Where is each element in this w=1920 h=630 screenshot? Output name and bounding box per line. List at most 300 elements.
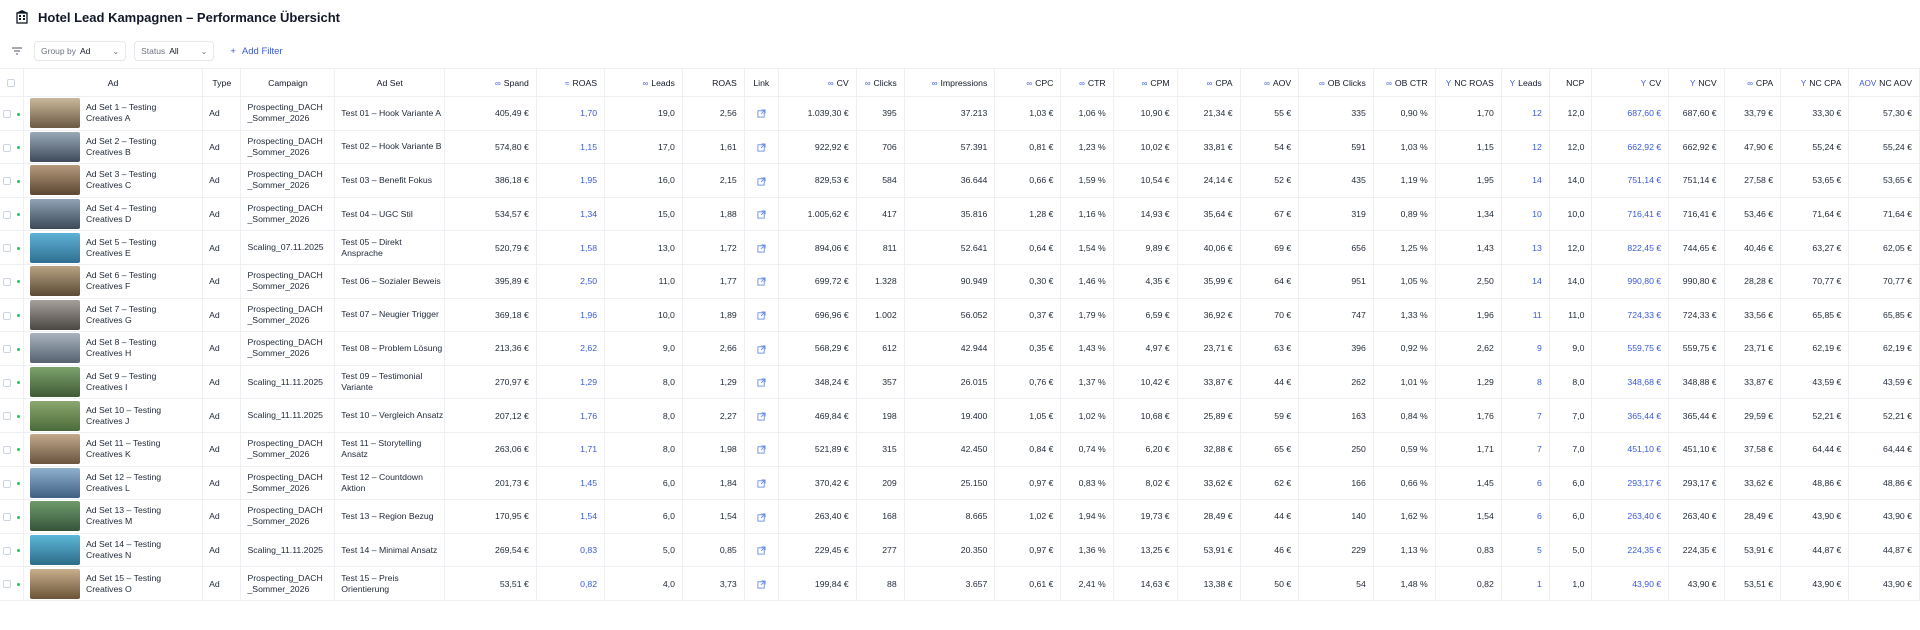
roas-cell[interactable]: 2,50	[536, 264, 604, 298]
external-link-icon[interactable]	[757, 378, 766, 387]
roas-cell[interactable]: 1,34	[536, 197, 604, 231]
external-link-icon[interactable]	[757, 513, 766, 522]
campaign-cell: Prospecting_DACH _Sommer_2026	[241, 130, 335, 164]
link-cell[interactable]	[744, 130, 778, 164]
ad-cell[interactable]	[23, 130, 202, 164]
row-select-cell[interactable]	[0, 500, 23, 534]
nc-leads-cell[interactable]: 5	[1501, 533, 1549, 567]
roas-cell[interactable]: 0,82	[536, 567, 604, 601]
spend-cell: 574,80 €	[445, 130, 537, 164]
table-row[interactable]	[0, 365, 1920, 399]
row-checkbox[interactable]	[3, 480, 11, 488]
table-row[interactable]	[0, 432, 1920, 466]
external-link-icon[interactable]	[757, 479, 766, 488]
ad-cell[interactable]	[23, 399, 202, 433]
external-link-icon[interactable]	[757, 210, 766, 219]
ob-ctr-cell: 0,84 %	[1373, 399, 1435, 433]
row-checkbox[interactable]	[3, 278, 11, 286]
ctr-cell: 1,23 %	[1061, 130, 1113, 164]
column-header-label: NC CPA	[1809, 77, 1842, 88]
cpc-cell: 0,66 €	[995, 164, 1061, 198]
link-cell[interactable]	[744, 533, 778, 567]
leads-cell: 9,0	[605, 332, 683, 366]
row-checkbox[interactable]	[3, 177, 11, 185]
row-checkbox[interactable]	[3, 379, 11, 387]
link-cell[interactable]	[744, 164, 778, 198]
row-checkbox[interactable]	[3, 211, 11, 219]
app-header	[0, 0, 1920, 34]
row-checkbox[interactable]	[3, 144, 11, 152]
row-checkbox[interactable]	[3, 244, 11, 252]
add-filter-button[interactable]	[230, 46, 282, 57]
nc-cpa-cell: 62,19 €	[1781, 332, 1849, 366]
type-cell: Ad	[203, 164, 241, 198]
row-select-cell[interactable]	[0, 533, 23, 567]
row-checkbox[interactable]	[3, 446, 11, 454]
cv2-cell[interactable]: 348,68 €	[1592, 365, 1669, 399]
hotel-photo-thumbnail	[30, 98, 80, 128]
column-header[interactable]	[1592, 69, 1669, 97]
nc-leads-cell[interactable]: 6	[1501, 500, 1549, 534]
ob-clicks-cell: 54	[1299, 567, 1374, 601]
ncv-cell: 365,44 €	[1669, 399, 1724, 433]
clicks-cell: 612	[856, 332, 904, 366]
ncp-cell: 9,0	[1549, 332, 1592, 366]
hotel-photo-thumbnail	[30, 468, 80, 498]
ncp-cell: 12,0	[1549, 231, 1592, 265]
column-header[interactable]	[1177, 69, 1240, 97]
ctr-cell: 1,46 %	[1061, 264, 1113, 298]
external-link-icon[interactable]	[757, 546, 766, 555]
ob-clicks-cell: 435	[1299, 164, 1374, 198]
nc-leads-cell[interactable]: 13	[1501, 231, 1549, 265]
ad-name: Ad Set 12 – Testing Creatives L	[85, 471, 162, 493]
ad-cell[interactable]	[23, 567, 202, 601]
campaign-cell: Prospecting_DACH _Sommer_2026	[241, 567, 335, 601]
roas-cell[interactable]: 2,62	[536, 332, 604, 366]
row-select-cell[interactable]	[0, 264, 23, 298]
cv-cell: 1.039,30 €	[778, 97, 856, 131]
link-cell[interactable]	[744, 298, 778, 332]
external-link-icon[interactable]	[757, 445, 766, 454]
nc-aov-cell: 71,64 €	[1849, 197, 1920, 231]
ob-ctr-cell: 1,62 %	[1373, 500, 1435, 534]
row-select-cell[interactable]	[0, 298, 23, 332]
table-row[interactable]	[0, 567, 1920, 601]
row-checkbox[interactable]	[3, 110, 11, 118]
clicks-cell: 357	[856, 365, 904, 399]
ob-clicks-cell: 591	[1299, 130, 1374, 164]
metric-source-icon: ∞	[1264, 78, 1270, 88]
clicks-cell: 584	[856, 164, 904, 198]
metric-source-icon: ∞	[931, 78, 938, 88]
external-link-icon[interactable]	[757, 345, 766, 354]
column-header[interactable]	[203, 69, 241, 97]
cpc-cell: 0,84 €	[995, 432, 1061, 466]
impressions-cell: 3.657	[904, 567, 995, 601]
metric-source-icon: Y	[1640, 78, 1647, 88]
leads-cell: 15,0	[605, 197, 683, 231]
ob-ctr-cell: 1,48 %	[1373, 567, 1435, 601]
link-cell[interactable]	[744, 365, 778, 399]
roas-cell[interactable]: 0,83	[536, 533, 604, 567]
ncp-cell: 7,0	[1549, 432, 1592, 466]
adset-cell: Test 10 – Vergleich Ansatz	[335, 399, 445, 433]
metric-source-icon: ∞	[1026, 78, 1033, 88]
ob-clicks-cell: 951	[1299, 264, 1374, 298]
table-row[interactable]	[0, 533, 1920, 567]
ad-cell[interactable]	[23, 197, 202, 231]
link-cell[interactable]	[744, 197, 778, 231]
nc-leads-cell[interactable]: 12	[1501, 130, 1549, 164]
nc-roas-cell: 0,83	[1435, 533, 1501, 567]
campaign-cell: Prospecting_DACH _Sommer_2026	[241, 164, 335, 198]
nc-leads-cell[interactable]: 9	[1501, 332, 1549, 366]
nc-leads-cell[interactable]: 12	[1501, 97, 1549, 131]
column-header[interactable]	[1549, 69, 1592, 97]
aov-cell: 64 €	[1240, 264, 1299, 298]
table-row[interactable]	[0, 164, 1920, 198]
nc-leads-cell[interactable]: 1	[1501, 567, 1549, 601]
spend-cell: 207,12 €	[445, 399, 537, 433]
cpm-cell: 10,02 €	[1113, 130, 1177, 164]
cpa2-cell: 33,56 €	[1724, 298, 1781, 332]
ncv-cell: 451,10 €	[1669, 432, 1724, 466]
ncv-cell: 559,75 €	[1669, 332, 1724, 366]
ad-cell[interactable]	[23, 332, 202, 366]
column-header[interactable]	[995, 69, 1061, 97]
roas-cell[interactable]: 1,70	[536, 97, 604, 131]
table-row[interactable]	[0, 399, 1920, 433]
leads-cell: 8,0	[605, 432, 683, 466]
external-link-icon[interactable]	[757, 277, 766, 286]
link-cell[interactable]	[744, 231, 778, 265]
clicks-cell: 198	[856, 399, 904, 433]
external-link-icon[interactable]	[757, 143, 766, 152]
column-header[interactable]	[1435, 69, 1501, 97]
cv2-cell[interactable]: 43,90 €	[1592, 567, 1669, 601]
table-header-row	[0, 69, 1920, 97]
cv2-cell[interactable]: 224,35 €	[1592, 533, 1669, 567]
impressions-cell: 57.391	[904, 130, 995, 164]
metric-source-icon: ∞	[1386, 78, 1392, 88]
adset-cell: Test 15 – Preis Orientierung	[335, 567, 445, 601]
aov-cell: 46 €	[1240, 533, 1299, 567]
impressions-cell: 42.944	[904, 332, 995, 366]
type-cell: Ad	[203, 399, 241, 433]
aov-cell: 55 €	[1240, 97, 1299, 131]
row-checkbox[interactable]	[3, 412, 11, 420]
roas-cell[interactable]: 1,96	[536, 298, 604, 332]
ad-cell[interactable]	[23, 97, 202, 131]
cv2-cell[interactable]: 263,40 €	[1592, 500, 1669, 534]
column-header[interactable]	[445, 69, 537, 97]
link-cell[interactable]	[744, 466, 778, 500]
column-header[interactable]	[1240, 69, 1299, 97]
row-select-cell[interactable]	[0, 567, 23, 601]
roas2-cell: 1,98	[682, 432, 744, 466]
link-cell[interactable]	[744, 567, 778, 601]
roas-cell[interactable]: 1,71	[536, 432, 604, 466]
clicks-cell: 209	[856, 466, 904, 500]
ad-cell[interactable]	[23, 500, 202, 534]
ad-name: Ad Set 1 – Testing Creatives A	[85, 102, 157, 124]
link-cell[interactable]	[744, 332, 778, 366]
link-cell[interactable]	[744, 500, 778, 534]
filter-lines-icon[interactable]	[8, 42, 26, 60]
column-header[interactable]	[1781, 69, 1849, 97]
ad-cell[interactable]	[23, 466, 202, 500]
metric-source-icon: ∞	[1319, 78, 1325, 88]
column-header[interactable]	[682, 69, 744, 97]
table-row[interactable]	[0, 197, 1920, 231]
cv2-cell[interactable]: 559,75 €	[1592, 332, 1669, 366]
table-row[interactable]	[0, 332, 1920, 366]
type-cell: Ad	[203, 332, 241, 366]
row-select-cell[interactable]	[0, 164, 23, 198]
leads-cell: 13,0	[605, 231, 683, 265]
cv-cell: 1.005,62 €	[778, 197, 856, 231]
metric-source-icon: ∞	[642, 78, 649, 88]
cpm-cell: 10,54 €	[1113, 164, 1177, 198]
ncv-cell: 990,80 €	[1669, 264, 1724, 298]
campaign-cell: Prospecting_DACH _Sommer_2026	[241, 432, 335, 466]
link-cell[interactable]	[744, 97, 778, 131]
nc-leads-cell[interactable]: 7	[1501, 399, 1549, 433]
cpm-cell: 8,02 €	[1113, 466, 1177, 500]
hotel-photo-thumbnail	[30, 132, 80, 162]
cv-cell: 699,72 €	[778, 264, 856, 298]
column-header-label: NC ROAS	[1454, 77, 1494, 88]
nc-leads-cell[interactable]: 11	[1501, 298, 1549, 332]
type-cell: Ad	[203, 298, 241, 332]
nc-roas-cell: 1,76	[1435, 399, 1501, 433]
cpa-cell: 32,88 €	[1177, 432, 1240, 466]
nc-leads-cell[interactable]: 14	[1501, 264, 1549, 298]
cpa-cell: 33,81 €	[1177, 130, 1240, 164]
type-cell: Ad	[203, 567, 241, 601]
ncp-cell: 11,0	[1549, 298, 1592, 332]
nc-aov-cell: 52,21 €	[1849, 399, 1920, 433]
cpa2-cell: 28,49 €	[1724, 500, 1781, 534]
column-header[interactable]	[1501, 69, 1549, 97]
ad-cell[interactable]	[23, 298, 202, 332]
group-by-select[interactable]	[34, 41, 126, 61]
cpm-cell: 14,63 €	[1113, 567, 1177, 601]
table-row[interactable]	[0, 264, 1920, 298]
cv2-cell[interactable]: 724,33 €	[1592, 298, 1669, 332]
link-cell[interactable]	[744, 399, 778, 433]
ad-cell[interactable]	[23, 432, 202, 466]
cpa2-cell: 37,58 €	[1724, 432, 1781, 466]
nc-leads-cell[interactable]: 7	[1501, 432, 1549, 466]
row-checkbox[interactable]	[3, 345, 11, 353]
roas-cell[interactable]: 1,95	[536, 164, 604, 198]
external-link-icon[interactable]	[757, 244, 766, 253]
table-row[interactable]	[0, 97, 1920, 131]
cv2-cell[interactable]: 716,41 €	[1592, 197, 1669, 231]
column-header[interactable]	[1849, 69, 1920, 97]
ncv-cell: 724,33 €	[1669, 298, 1724, 332]
row-select-cell[interactable]	[0, 97, 23, 131]
status-select[interactable]	[134, 41, 214, 61]
select-all-checkbox[interactable]	[7, 79, 15, 87]
roas-cell[interactable]: 1,76	[536, 399, 604, 433]
roas-cell[interactable]: 1,54	[536, 500, 604, 534]
ad-name: Ad Set 15 – Testing Creatives O	[85, 572, 162, 594]
cv2-cell[interactable]: 751,14 €	[1592, 164, 1669, 198]
ad-name: Ad Set 8 – Testing Creatives H	[85, 337, 157, 359]
leads-cell: 6,0	[605, 466, 683, 500]
roas-cell[interactable]: 1,58	[536, 231, 604, 265]
column-header[interactable]	[605, 69, 683, 97]
cv-cell: 469,84 €	[778, 399, 856, 433]
nc-aov-cell: 43,59 €	[1849, 365, 1920, 399]
adset-cell: Test 09 – Testimonial Variante	[335, 365, 445, 399]
roas2-cell: 2,56	[682, 97, 744, 131]
hotel-photo-thumbnail	[30, 367, 80, 397]
column-header[interactable]	[1113, 69, 1177, 97]
row-select-cell[interactable]	[0, 130, 23, 164]
external-link-icon[interactable]	[757, 580, 766, 589]
row-checkbox[interactable]	[3, 312, 11, 320]
status-dot	[17, 516, 20, 519]
column-header[interactable]	[904, 69, 995, 97]
row-select-cell[interactable]	[0, 197, 23, 231]
column-header[interactable]	[1669, 69, 1724, 97]
ad-name: Ad Set 13 – Testing Creatives M	[85, 505, 162, 527]
type-cell: Ad	[203, 466, 241, 500]
cpm-cell: 19,73 €	[1113, 500, 1177, 534]
column-header[interactable]	[744, 69, 778, 97]
column-header-label: OB CTR	[1394, 77, 1428, 88]
cpm-cell: 4,35 €	[1113, 264, 1177, 298]
nc-leads-cell[interactable]: 10	[1501, 197, 1549, 231]
column-header[interactable]	[1373, 69, 1435, 97]
column-header[interactable]	[536, 69, 604, 97]
row-checkbox[interactable]	[3, 580, 11, 588]
link-cell[interactable]	[744, 432, 778, 466]
aov-cell: 52 €	[1240, 164, 1299, 198]
ncv-cell: 687,60 €	[1669, 97, 1724, 131]
nc-cpa-cell: 63,27 €	[1781, 231, 1849, 265]
adset-cell: Test 08 – Problem Lösung	[335, 332, 445, 366]
roas2-cell: 1,29	[682, 365, 744, 399]
nc-roas-cell: 0,82	[1435, 567, 1501, 601]
ad-name: Ad Set 9 – Testing Creatives I	[85, 371, 157, 393]
column-header[interactable]	[856, 69, 904, 97]
cv2-cell[interactable]: 293,17 €	[1592, 466, 1669, 500]
column-header[interactable]	[1061, 69, 1113, 97]
nc-roas-cell: 1,34	[1435, 197, 1501, 231]
nc-cpa-cell: 48,86 €	[1781, 466, 1849, 500]
adset-cell: Test 06 – Sozialer Beweis	[335, 264, 445, 298]
ad-cell[interactable]	[23, 231, 202, 265]
roas-cell[interactable]: 1,29	[536, 365, 604, 399]
spend-cell: 53,51 €	[445, 567, 537, 601]
cpa2-cell: 53,51 €	[1724, 567, 1781, 601]
cpa-cell: 28,49 €	[1177, 500, 1240, 534]
ncp-cell: 8,0	[1549, 365, 1592, 399]
column-header[interactable]	[23, 69, 202, 97]
column-header-label: Impressions	[940, 77, 988, 88]
aov-cell: 70 €	[1240, 298, 1299, 332]
table-row[interactable]	[0, 500, 1920, 534]
column-header[interactable]	[335, 69, 445, 97]
cv2-cell[interactable]: 687,60 €	[1592, 97, 1669, 131]
cv2-cell[interactable]: 822,45 €	[1592, 231, 1669, 265]
nc-roas-cell: 1,96	[1435, 298, 1501, 332]
column-header-label: OB Clicks	[1327, 77, 1366, 88]
cpm-cell: 9,89 €	[1113, 231, 1177, 265]
type-cell: Ad	[203, 500, 241, 534]
external-link-icon[interactable]	[757, 109, 766, 118]
nc-leads-cell[interactable]: 6	[1501, 466, 1549, 500]
row-select-cell[interactable]	[0, 365, 23, 399]
column-header[interactable]	[1299, 69, 1374, 97]
cpa-cell: 33,62 €	[1177, 466, 1240, 500]
ad-cell[interactable]	[23, 264, 202, 298]
table-row[interactable]	[0, 466, 1920, 500]
ctr-cell: 1,06 %	[1061, 97, 1113, 131]
table-row[interactable]	[0, 130, 1920, 164]
cv2-cell[interactable]: 662,92 €	[1592, 130, 1669, 164]
ad-cell[interactable]	[23, 365, 202, 399]
row-select-cell[interactable]	[0, 231, 23, 265]
external-link-icon[interactable]	[757, 177, 766, 186]
roas-cell[interactable]: 1,15	[536, 130, 604, 164]
add-filter-label: Add Filter	[241, 45, 283, 57]
campaign-cell: Scaling_11.11.2025	[241, 533, 335, 567]
data-table-container	[0, 68, 1920, 630]
link-cell[interactable]	[744, 264, 778, 298]
ob-clicks-cell: 747	[1299, 298, 1374, 332]
roas-cell[interactable]: 1,45	[536, 466, 604, 500]
adset-cell: Test 13 – Region Bezug	[335, 500, 445, 534]
column-header[interactable]	[0, 69, 23, 97]
cv2-cell[interactable]: 365,44 €	[1592, 399, 1669, 433]
column-header[interactable]	[241, 69, 335, 97]
row-checkbox[interactable]	[3, 547, 11, 555]
cv2-cell[interactable]: 451,10 €	[1592, 432, 1669, 466]
column-header[interactable]	[778, 69, 856, 97]
ad-cell[interactable]	[23, 533, 202, 567]
row-select-cell[interactable]	[0, 399, 23, 433]
row-select-cell[interactable]	[0, 432, 23, 466]
row-select-cell[interactable]	[0, 466, 23, 500]
roas2-cell: 0,85	[682, 533, 744, 567]
cv2-cell[interactable]: 990,80 €	[1592, 264, 1669, 298]
campaign-cell: Prospecting_DACH _Sommer_2026	[241, 97, 335, 131]
cpc-cell: 0,97 €	[995, 533, 1061, 567]
ncv-cell: 263,40 €	[1669, 500, 1724, 534]
nc-leads-cell[interactable]: 8	[1501, 365, 1549, 399]
row-select-cell[interactable]	[0, 332, 23, 366]
clicks-cell: 315	[856, 432, 904, 466]
ad-cell[interactable]	[23, 164, 202, 198]
cv-cell: 199,84 €	[778, 567, 856, 601]
clicks-cell: 395	[856, 97, 904, 131]
table-row[interactable]	[0, 298, 1920, 332]
nc-leads-cell[interactable]: 14	[1501, 164, 1549, 198]
table-row[interactable]	[0, 231, 1920, 265]
cv-cell: 894,06 €	[778, 231, 856, 265]
column-header[interactable]	[1724, 69, 1781, 97]
impressions-cell: 19.400	[904, 399, 995, 433]
external-link-icon[interactable]	[757, 412, 766, 421]
external-link-icon[interactable]	[757, 311, 766, 320]
row-checkbox[interactable]	[3, 513, 11, 521]
